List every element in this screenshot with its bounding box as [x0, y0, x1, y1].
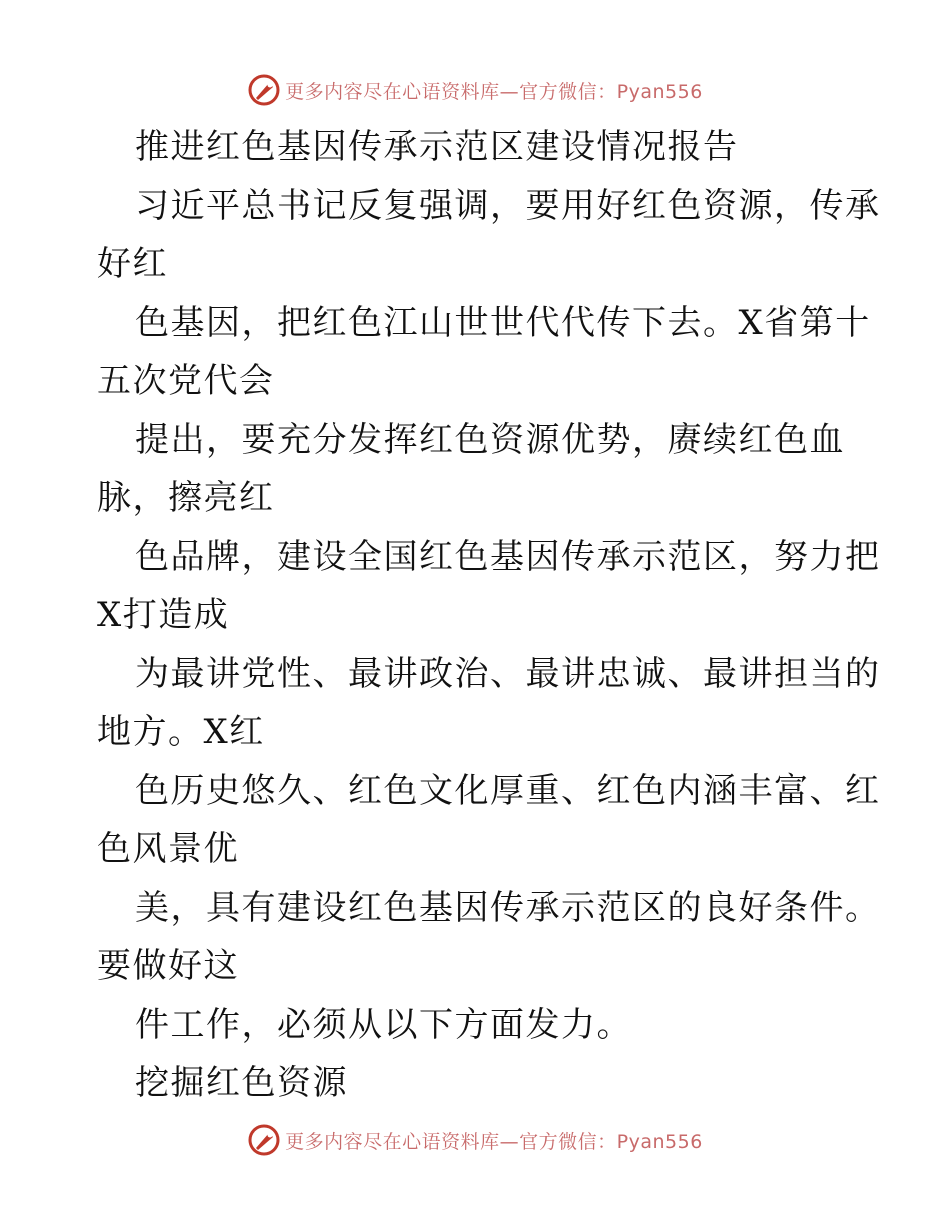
paragraph-line: 好红 — [97, 244, 168, 284]
section-heading: 挖掘红色资源 — [135, 1063, 348, 1103]
paragraph-line: 色风景优 — [97, 829, 239, 869]
paragraph-line: 件工作，必须从以下方面发力。 — [135, 1005, 632, 1045]
header-banner — [0, 70, 950, 110]
paragraph-line: 美，具有建设红色基因传承示范区的良好条件。 — [135, 888, 881, 928]
document-title: 推进红色基因传承示范区建设情况报告 — [135, 127, 739, 167]
paragraph-line: 色基因，把红色江山世世代代传下去。X省第十 — [135, 303, 871, 343]
paragraph-line: 习近平总书记反复强调，要用好红色资源，传承 — [135, 186, 881, 226]
paragraph-line: 色品牌，建设全国红色基因传承示范区，努力把 — [135, 537, 881, 577]
paragraph-line: 五次党代会 — [97, 361, 275, 401]
paragraph-line: 色历史悠久、红色文化厚重、红色内涵丰富、红 — [135, 771, 881, 811]
pen-nib-logo-icon — [247, 73, 281, 107]
banner-text: 更多内容尽在心语资料库—官方微信：Pyan556 — [285, 1130, 703, 1153]
banner-text: 更多内容尽在心语资料库—官方微信：Pyan556 — [285, 80, 703, 103]
paragraph-line: 为最讲党性、最讲政治、最讲忠诚、最讲担当的 — [135, 654, 881, 694]
footer-banner — [0, 1120, 950, 1160]
pen-nib-logo-icon — [247, 1123, 281, 1157]
paragraph-line: 要做好这 — [97, 946, 239, 986]
paragraph-line: 提出，要充分发挥红色资源优势，赓续红色血 — [135, 420, 845, 460]
paragraph-line: 地方。X红 — [97, 712, 265, 752]
paragraph-line: 脉，擦亮红 — [97, 478, 275, 518]
paragraph-line: X打造成 — [97, 595, 230, 635]
